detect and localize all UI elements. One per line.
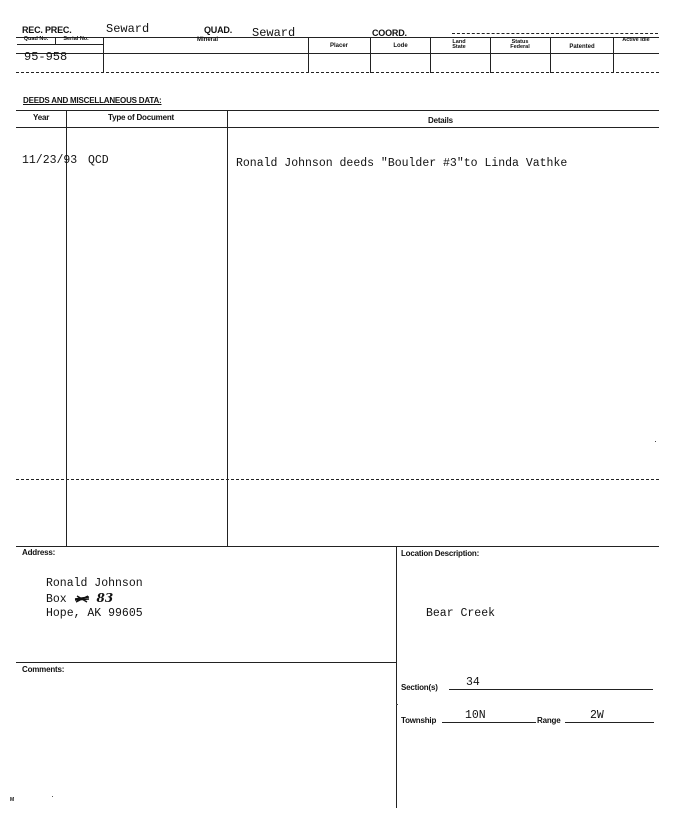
quad-value: Seward [252, 26, 296, 40]
col-land-state: Land State [452, 39, 466, 50]
stray-dot-2 [396, 704, 398, 705]
rec-prec-value: Seward [106, 22, 150, 36]
entry-type: QCD [88, 154, 109, 167]
coord-label: COORD. [372, 28, 407, 38]
col-quad-no: Quad No. [23, 36, 49, 42]
quad-serial-value: 95-958 [24, 50, 68, 64]
col-placer: Placer [329, 43, 348, 49]
address-box-handwritten: 83 [96, 591, 114, 605]
range-label: Range [537, 716, 561, 725]
col-serial-no: Serial No. [63, 36, 89, 42]
address-box-prefix: Box [46, 593, 67, 606]
section-label: Section(s) [401, 683, 438, 692]
entry-year: 11/23/93 [22, 154, 78, 167]
address-block [46, 577, 143, 621]
address-label: Address: [22, 548, 56, 557]
col-type-of-document: Type of Document [108, 113, 174, 122]
township-value: 10N [465, 709, 486, 722]
col-mineral: Mineral [196, 37, 218, 43]
location-value: Bear Creek [426, 607, 496, 620]
quad-label: QUAD. [204, 25, 232, 35]
comments-label: Comments: [22, 665, 65, 674]
col-details: Details [428, 116, 453, 125]
location-label: Location Description: [401, 549, 480, 558]
deeds-section-title: DEEDS AND MISCELLANEOUS DATA: [23, 96, 162, 105]
col-lode: Lode [393, 43, 408, 49]
stray-dot-3 [52, 796, 53, 797]
rec-prec-label: REC. PREC. [22, 25, 72, 35]
address-line-2 [46, 591, 143, 607]
township-label: Township [401, 716, 437, 725]
col-status-federal: Status Federal [510, 39, 530, 50]
footer-mark: M [10, 797, 14, 803]
address-line-3: Hope, AK 99605 [46, 607, 143, 620]
range-value: 2W [590, 709, 604, 722]
col-year: Year [33, 113, 50, 122]
address-line-1: Ronald Johnson [46, 577, 143, 590]
strikeout-mark [74, 594, 90, 603]
section-value: 34 [466, 676, 480, 689]
col-patented: Patented [569, 44, 595, 50]
stray-dot [655, 441, 656, 442]
entry-details: Ronald Johnson deeds "Boulder #3"to Linda Vathke [236, 157, 568, 170]
col-active-idle: Active Idle [622, 37, 650, 43]
